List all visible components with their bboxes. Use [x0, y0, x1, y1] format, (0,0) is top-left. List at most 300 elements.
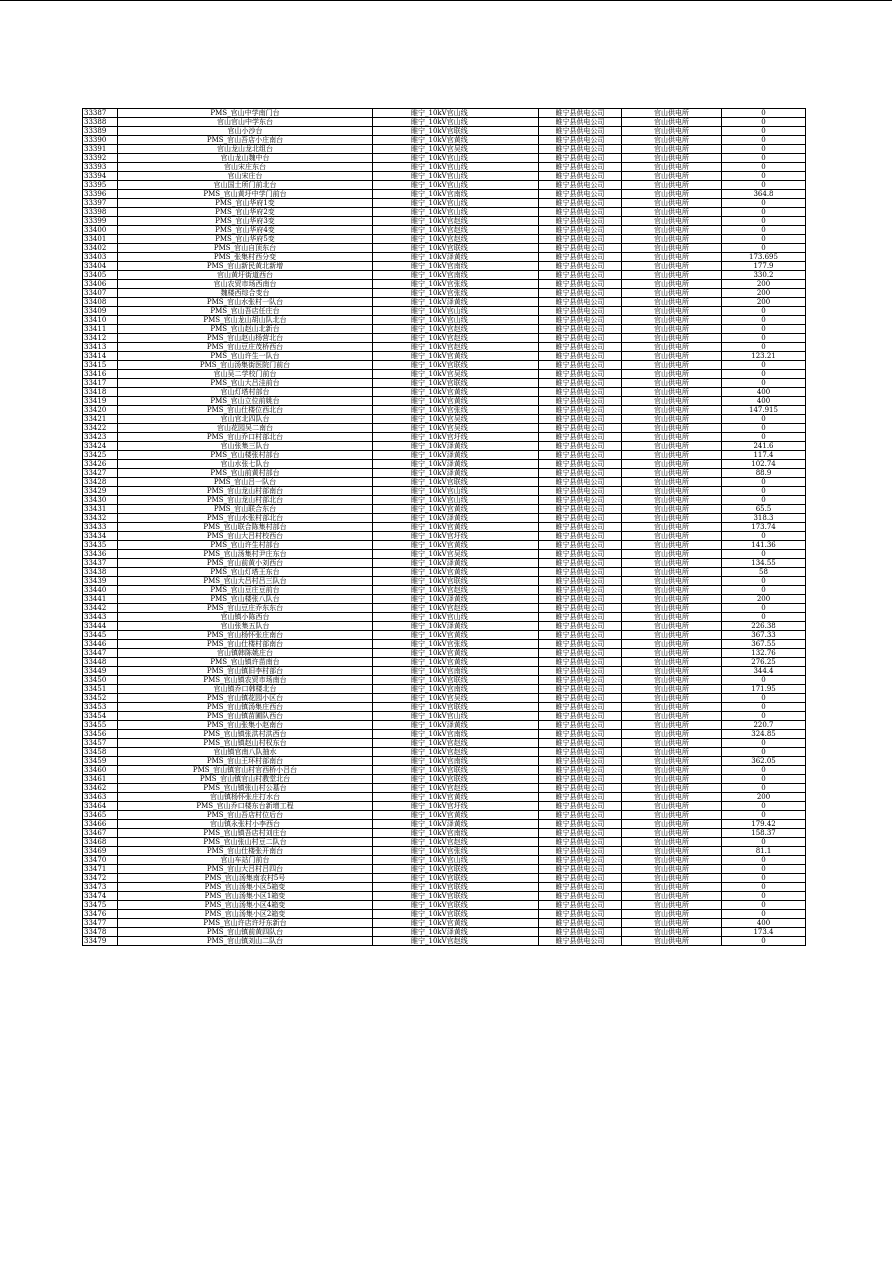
table-row — [83, 676, 806, 685]
station-name-cell: PMS_官山楼张八队台 — [118, 595, 373, 604]
company-name-cell: 睢宁县供电公司 — [539, 505, 622, 514]
station-name-cell: 官山灯塔村部台 — [118, 388, 373, 397]
department-name-cell: 官山供电所 — [622, 532, 722, 541]
row-id-cell: 33423 — [83, 433, 118, 442]
line-name-cell: 睢宁_10kV官赵线 — [373, 784, 539, 793]
station-name-cell: PMS_官山豆庄乔东东台 — [118, 604, 373, 613]
department-name-cell: 官山供电所 — [622, 397, 722, 406]
row-id-cell: 33404 — [83, 262, 118, 271]
company-name-cell: 睢宁县供电公司 — [539, 748, 622, 757]
capacity-value-cell: 0 — [722, 496, 806, 505]
department-name-cell: 官山供电所 — [622, 622, 722, 631]
department-name-cell: 官山供电所 — [622, 505, 722, 514]
capacity-value-cell: 0 — [722, 766, 806, 775]
row-id-cell: 33472 — [83, 874, 118, 883]
capacity-value-cell: 0 — [722, 163, 806, 172]
table-row — [83, 352, 806, 361]
row-id-cell: 33418 — [83, 388, 118, 397]
line-name-cell: 睢宁_10kV官赵线 — [373, 334, 539, 343]
line-name-cell: 睢宁_10kV官黄线 — [373, 631, 539, 640]
row-id-cell: 33445 — [83, 631, 118, 640]
company-name-cell: 睢宁县供电公司 — [539, 451, 622, 460]
line-name-cell: 睢宁_10kV官赵线 — [373, 748, 539, 757]
line-name-cell: 睢宁_10kV官黄线 — [373, 568, 539, 577]
row-id-cell: 33468 — [83, 838, 118, 847]
line-name-cell: 睢宁_10kV官赵线 — [373, 937, 539, 946]
line-name-cell: 睢宁_10kV官黄线 — [373, 541, 539, 550]
station-name-cell: 官山官北四队台 — [118, 415, 373, 424]
table-row — [83, 469, 806, 478]
company-name-cell: 睢宁县供电公司 — [539, 298, 622, 307]
line-name-cell: 睢宁_10kV官联线 — [373, 127, 539, 136]
line-name-cell: 睢宁_10kV泽黄线 — [373, 721, 539, 730]
row-id-cell: 33437 — [83, 559, 118, 568]
station-name-cell: PMS_官山豆庄茂桥西台 — [118, 343, 373, 352]
line-name-cell: 睢宁_10kV官黄线 — [373, 388, 539, 397]
station-name-cell: 官山龙山龙北组台 — [118, 145, 373, 154]
department-name-cell: 官山供电所 — [622, 181, 722, 190]
department-name-cell: 官山供电所 — [622, 775, 722, 784]
company-name-cell: 睢宁县供电公司 — [539, 523, 622, 532]
row-id-cell: 33425 — [83, 451, 118, 460]
table-row — [83, 523, 806, 532]
department-name-cell: 官山供电所 — [622, 811, 722, 820]
table-row — [83, 136, 806, 145]
department-name-cell: 官山供电所 — [622, 289, 722, 298]
station-name-cell: PMS_官山自顶东台 — [118, 244, 373, 253]
capacity-value-cell: 276.25 — [722, 658, 806, 667]
company-name-cell: 睢宁县供电公司 — [539, 667, 622, 676]
page-top-rule — [0, 0, 892, 1]
capacity-value-cell: 367.55 — [722, 640, 806, 649]
station-name-cell: PMS_官山联合陈集村部台 — [118, 523, 373, 532]
table-row — [83, 199, 806, 208]
capacity-value-cell: 0 — [722, 901, 806, 910]
line-name-cell: 睢宁_10kV官南线 — [373, 685, 539, 694]
station-name-cell: 官山官山中学东台 — [118, 118, 373, 127]
table-row — [83, 397, 806, 406]
table-row — [83, 631, 806, 640]
row-id-cell: 33444 — [83, 622, 118, 631]
row-id-cell: 33434 — [83, 532, 118, 541]
line-name-cell: 睢宁_10kV官赵线 — [373, 226, 539, 235]
capacity-value-cell: 226.38 — [722, 622, 806, 631]
company-name-cell: 睢宁县供电公司 — [539, 226, 622, 235]
table-row — [83, 460, 806, 469]
line-name-cell: 睢宁_10kV官山线 — [373, 487, 539, 496]
table-row — [83, 415, 806, 424]
station-name-cell: 官山龙山魏中台 — [118, 154, 373, 163]
row-id-cell: 33410 — [83, 316, 118, 325]
department-name-cell: 官山供电所 — [622, 208, 722, 217]
line-name-cell: 睢宁_10kV官吴线 — [373, 550, 539, 559]
table-row — [83, 919, 806, 928]
capacity-value-cell: 0 — [722, 334, 806, 343]
department-name-cell: 官山供电所 — [622, 793, 722, 802]
company-name-cell: 睢宁县供电公司 — [539, 253, 622, 262]
capacity-value-cell: 200 — [722, 280, 806, 289]
row-id-cell: 33475 — [83, 901, 118, 910]
row-id-cell: 33469 — [83, 847, 118, 856]
line-name-cell: 睢宁_10kV官南线 — [373, 190, 539, 199]
capacity-value-cell: 0 — [722, 937, 806, 946]
table-row — [83, 325, 806, 334]
station-name-cell: 官山黄圩街道西台 — [118, 271, 373, 280]
station-name-cell: 官山镇永张村小李西台 — [118, 820, 373, 829]
table-row — [83, 388, 806, 397]
row-id-cell: 33403 — [83, 253, 118, 262]
row-id-cell: 33432 — [83, 514, 118, 523]
line-name-cell: 睢宁_10kV官吴线 — [373, 415, 539, 424]
table-row — [83, 595, 806, 604]
table-row — [83, 775, 806, 784]
station-name-cell: PMS_官山吾店任庄台 — [118, 307, 373, 316]
company-name-cell: 睢宁县供电公司 — [539, 829, 622, 838]
station-name-cell: PMS_官山镇官山村教堂北台 — [118, 775, 373, 784]
line-name-cell: 睢宁_10kV官吴线 — [373, 370, 539, 379]
company-name-cell: 睢宁县供电公司 — [539, 496, 622, 505]
table-row — [83, 874, 806, 883]
table-row — [83, 280, 806, 289]
row-id-cell: 33412 — [83, 334, 118, 343]
department-name-cell: 官山供电所 — [622, 217, 722, 226]
company-name-cell: 睢宁县供电公司 — [539, 127, 622, 136]
company-name-cell: 睢宁县供电公司 — [539, 487, 622, 496]
row-id-cell: 33406 — [83, 280, 118, 289]
company-name-cell: 睢宁县供电公司 — [539, 613, 622, 622]
station-name-cell: PMS_官山吾店村位后台 — [118, 811, 373, 820]
department-name-cell: 官山供电所 — [622, 235, 722, 244]
capacity-value-cell: 0 — [722, 136, 806, 145]
capacity-value-cell: 0 — [722, 532, 806, 541]
company-name-cell: 睢宁县供电公司 — [539, 379, 622, 388]
capacity-value-cell: 0 — [722, 316, 806, 325]
company-name-cell: 睢宁县供电公司 — [539, 793, 622, 802]
station-name-cell: PMS_官山龙山胡山队北台 — [118, 316, 373, 325]
capacity-value-cell: 0 — [722, 154, 806, 163]
department-name-cell: 官山供电所 — [622, 469, 722, 478]
table-row — [83, 370, 806, 379]
line-name-cell: 睢宁_10kV官圩线 — [373, 532, 539, 541]
company-name-cell: 睢宁县供电公司 — [539, 325, 622, 334]
department-name-cell: 官山供电所 — [622, 172, 722, 181]
capacity-value-cell: 0 — [722, 586, 806, 595]
department-name-cell: 官山供电所 — [622, 901, 722, 910]
capacity-value-cell: 241.6 — [722, 442, 806, 451]
department-name-cell: 官山供电所 — [622, 109, 722, 118]
company-name-cell: 睢宁县供电公司 — [539, 721, 622, 730]
department-name-cell: 官山供电所 — [622, 676, 722, 685]
row-id-cell: 33393 — [83, 163, 118, 172]
department-name-cell: 官山供电所 — [622, 613, 722, 622]
department-name-cell: 官山供电所 — [622, 658, 722, 667]
row-id-cell: 33462 — [83, 784, 118, 793]
station-name-cell: PMS_官山乔口村部北台 — [118, 433, 373, 442]
row-id-cell: 33411 — [83, 325, 118, 334]
row-id-cell: 33426 — [83, 460, 118, 469]
table-row — [83, 739, 806, 748]
line-name-cell: 睢宁_10kV官吴线 — [373, 145, 539, 154]
station-name-cell: PMS_官山立位前姚台 — [118, 397, 373, 406]
table-row — [83, 541, 806, 550]
line-name-cell: 睢宁_10kV官赵线 — [373, 325, 539, 334]
table-row — [83, 343, 806, 352]
line-name-cell: 睢宁_10kV泽黄线 — [373, 514, 539, 523]
company-name-cell: 睢宁县供电公司 — [539, 352, 622, 361]
station-name-cell: PMS_官山镇张山村公墓台 — [118, 784, 373, 793]
company-name-cell: 睢宁县供电公司 — [539, 640, 622, 649]
station-name-cell: PMS_官山镇农贸市场南台 — [118, 676, 373, 685]
line-name-cell: 睢宁_10kV泽黄线 — [373, 298, 539, 307]
department-name-cell: 官山供电所 — [622, 802, 722, 811]
line-name-cell: 睢宁_10kV官山线 — [373, 181, 539, 190]
station-name-cell: PMS_官山镇刘山二队台 — [118, 937, 373, 946]
row-id-cell: 33451 — [83, 685, 118, 694]
company-name-cell: 睢宁县供电公司 — [539, 244, 622, 253]
company-name-cell: 睢宁县供电公司 — [539, 874, 622, 883]
station-name-cell: 官山张集五队台 — [118, 622, 373, 631]
table-row — [83, 271, 806, 280]
station-name-cell: PMS_官山镇官山村官西桥小吕台 — [118, 766, 373, 775]
company-name-cell: 睢宁县供电公司 — [539, 865, 622, 874]
capacity-value-cell: 147.915 — [722, 406, 806, 415]
table-row — [83, 757, 806, 766]
line-name-cell: 睢宁_10kV官联线 — [373, 874, 539, 883]
company-name-cell: 睢宁县供电公司 — [539, 271, 622, 280]
station-name-cell: PMS_官山大吕洼前台 — [118, 379, 373, 388]
row-id-cell: 33446 — [83, 640, 118, 649]
line-name-cell: 睢宁_10kV官南线 — [373, 829, 539, 838]
station-name-cell: PMS_官山前黄村部台 — [118, 469, 373, 478]
row-id-cell: 33407 — [83, 289, 118, 298]
station-name-cell: PMS_官山汤集南农村5号 — [118, 874, 373, 883]
table-row — [83, 361, 806, 370]
line-name-cell: 睢宁_10kV官赵线 — [373, 739, 539, 748]
line-name-cell: 睢宁_10kV官联线 — [373, 883, 539, 892]
department-name-cell: 官山供电所 — [622, 370, 722, 379]
department-name-cell: 官山供电所 — [622, 739, 722, 748]
department-name-cell: 官山供电所 — [622, 379, 722, 388]
row-id-cell: 33405 — [83, 271, 118, 280]
station-name-cell: PMS_官山华府4变 — [118, 226, 373, 235]
table-row — [83, 883, 806, 892]
department-name-cell: 官山供电所 — [622, 325, 722, 334]
capacity-value-cell: 117.4 — [722, 451, 806, 460]
station-name-cell: 官山国土所门前北台 — [118, 181, 373, 190]
company-name-cell: 睢宁县供电公司 — [539, 550, 622, 559]
row-id-cell: 33454 — [83, 712, 118, 721]
capacity-value-cell: 0 — [722, 739, 806, 748]
station-name-cell: 官山张集三队台 — [118, 442, 373, 451]
company-name-cell: 睢宁县供电公司 — [539, 838, 622, 847]
capacity-value-cell: 173.4 — [722, 928, 806, 937]
row-id-cell: 33415 — [83, 361, 118, 370]
capacity-value-cell: 0 — [722, 172, 806, 181]
line-name-cell: 睢宁_10kV官张线 — [373, 847, 539, 856]
row-id-cell: 33463 — [83, 793, 118, 802]
capacity-value-cell: 141.36 — [722, 541, 806, 550]
line-name-cell: 睢宁_10kV官赵线 — [373, 235, 539, 244]
station-name-cell: PMS_官山镇苗圃队西台 — [118, 712, 373, 721]
table-row — [83, 559, 806, 568]
line-name-cell: 睢宁_10kV官张线 — [373, 406, 539, 415]
station-name-cell: PMS_官山张集小赵南台 — [118, 721, 373, 730]
table-row — [83, 289, 806, 298]
station-name-cell: PMS_官山新民黄北新增 — [118, 262, 373, 271]
row-id-cell: 33438 — [83, 568, 118, 577]
station-name-cell: PMS_官山汤集街医院门前台 — [118, 361, 373, 370]
row-id-cell: 33408 — [83, 298, 118, 307]
company-name-cell: 睢宁县供电公司 — [539, 658, 622, 667]
station-name-cell: PMS_官山龙山村部南台 — [118, 487, 373, 496]
company-name-cell: 睢宁县供电公司 — [539, 604, 622, 613]
capacity-value-cell: 173.74 — [722, 523, 806, 532]
table-row — [83, 163, 806, 172]
department-name-cell: 官山供电所 — [622, 694, 722, 703]
capacity-value-cell: 0 — [722, 145, 806, 154]
department-name-cell: 官山供电所 — [622, 730, 722, 739]
department-name-cell: 官山供电所 — [622, 199, 722, 208]
company-name-cell: 睢宁县供电公司 — [539, 163, 622, 172]
row-id-cell: 33461 — [83, 775, 118, 784]
table-row — [83, 253, 806, 262]
department-name-cell: 官山供电所 — [622, 685, 722, 694]
station-name-cell: PMS_官山许生一队台 — [118, 352, 373, 361]
capacity-value-cell: 0 — [722, 181, 806, 190]
company-name-cell: 睢宁县供电公司 — [539, 514, 622, 523]
station-name-cell: 官山镇小陈西台 — [118, 613, 373, 622]
company-name-cell: 睢宁县供电公司 — [539, 469, 622, 478]
department-name-cell: 官山供电所 — [622, 136, 722, 145]
capacity-value-cell: 88.9 — [722, 469, 806, 478]
station-name-cell: 官山花园吴二南台 — [118, 424, 373, 433]
capacity-value-cell: 367.33 — [722, 631, 806, 640]
line-name-cell: 睢宁_10kV官黄线 — [373, 649, 539, 658]
table-row — [83, 433, 806, 442]
department-name-cell: 官山供电所 — [622, 433, 722, 442]
capacity-value-cell: 0 — [722, 856, 806, 865]
station-name-cell: PMS_官山吕一队台 — [118, 478, 373, 487]
line-name-cell: 睢宁_10kV官山线 — [373, 208, 539, 217]
row-id-cell: 33464 — [83, 802, 118, 811]
station-name-cell: 官山镇杨怀张庄打水台 — [118, 793, 373, 802]
company-name-cell: 睢宁县供电公司 — [539, 460, 622, 469]
row-id-cell: 33466 — [83, 820, 118, 829]
row-id-cell: 33388 — [83, 118, 118, 127]
line-name-cell: 睢宁_10kV官赵线 — [373, 343, 539, 352]
capacity-value-cell: 0 — [722, 613, 806, 622]
station-name-cell: 官山镇乔口韩楼北台 — [118, 685, 373, 694]
line-name-cell: 睢宁_10kV泽黄线 — [373, 559, 539, 568]
table-row — [83, 793, 806, 802]
company-name-cell: 睢宁县供电公司 — [539, 361, 622, 370]
station-name-cell: PMS_官山前黄小刘西台 — [118, 559, 373, 568]
company-name-cell: 睢宁县供电公司 — [539, 442, 622, 451]
row-id-cell: 33478 — [83, 928, 118, 937]
line-name-cell: 睢宁_10kV官联线 — [373, 478, 539, 487]
company-name-cell: 睢宁县供电公司 — [539, 370, 622, 379]
row-id-cell: 33390 — [83, 136, 118, 145]
station-name-cell: 官山宋庄东台 — [118, 163, 373, 172]
company-name-cell: 睢宁县供电公司 — [539, 217, 622, 226]
department-name-cell: 官山供电所 — [622, 820, 722, 829]
capacity-value-cell: 134.55 — [722, 559, 806, 568]
line-name-cell: 睢宁_10kV官山线 — [373, 316, 539, 325]
department-name-cell: 官山供电所 — [622, 190, 722, 199]
row-id-cell: 33416 — [83, 370, 118, 379]
capacity-value-cell: 0 — [722, 550, 806, 559]
line-name-cell: 睢宁_10kV官山线 — [373, 856, 539, 865]
department-name-cell: 官山供电所 — [622, 937, 722, 946]
department-name-cell: 官山供电所 — [622, 541, 722, 550]
capacity-value-cell: 0 — [722, 784, 806, 793]
station-name-cell: PMS_官山赵山北新台 — [118, 325, 373, 334]
company-name-cell: 睢宁县供电公司 — [539, 676, 622, 685]
department-name-cell: 官山供电所 — [622, 523, 722, 532]
table-row — [83, 802, 806, 811]
row-id-cell: 33401 — [83, 235, 118, 244]
department-name-cell: 官山供电所 — [622, 703, 722, 712]
station-name-cell: PMS_官山大吕村吕四台 — [118, 865, 373, 874]
table-row — [83, 307, 806, 316]
company-name-cell: 睢宁县供电公司 — [539, 910, 622, 919]
row-id-cell: 33474 — [83, 892, 118, 901]
department-name-cell: 官山供电所 — [622, 226, 722, 235]
station-name-cell: PMS_官山许生村部台 — [118, 541, 373, 550]
department-name-cell: 官山供电所 — [622, 631, 722, 640]
department-name-cell: 官山供电所 — [622, 307, 722, 316]
capacity-value-cell: 177.9 — [722, 262, 806, 271]
company-name-cell: 睢宁县供电公司 — [539, 433, 622, 442]
line-name-cell: 睢宁_10kV官联线 — [373, 910, 539, 919]
department-name-cell: 官山供电所 — [622, 856, 722, 865]
table-row — [83, 865, 806, 874]
department-name-cell: 官山供电所 — [622, 415, 722, 424]
station-name-cell: PMS_张集村西分变 — [118, 253, 373, 262]
table-row — [83, 217, 806, 226]
capacity-value-cell: 220.7 — [722, 721, 806, 730]
company-name-cell: 睢宁县供电公司 — [539, 415, 622, 424]
company-name-cell: 睢宁县供电公司 — [539, 478, 622, 487]
table-row — [83, 487, 806, 496]
line-name-cell: 睢宁_10kV官联线 — [373, 361, 539, 370]
table-row — [83, 910, 806, 919]
row-id-cell: 33473 — [83, 883, 118, 892]
row-id-cell: 33397 — [83, 199, 118, 208]
company-name-cell: 睢宁县供电公司 — [539, 892, 622, 901]
capacity-value-cell: 158.37 — [722, 829, 806, 838]
capacity-value-cell: 400 — [722, 919, 806, 928]
department-name-cell: 官山供电所 — [622, 559, 722, 568]
capacity-value-cell: 0 — [722, 127, 806, 136]
company-name-cell: 睢宁县供电公司 — [539, 208, 622, 217]
table-row — [83, 811, 806, 820]
station-name-cell: PMS_官山汤集小区1箱变 — [118, 892, 373, 901]
line-name-cell: 睢宁_10kV泽黄线 — [373, 451, 539, 460]
table-row — [83, 298, 806, 307]
row-id-cell: 33414 — [83, 352, 118, 361]
data-table — [82, 108, 806, 946]
line-name-cell: 睢宁_10kV官联线 — [373, 766, 539, 775]
department-name-cell: 官山供电所 — [622, 928, 722, 937]
company-name-cell: 睢宁县供电公司 — [539, 190, 622, 199]
station-name-cell: 官山车站门前台 — [118, 856, 373, 865]
capacity-value-cell: 58 — [722, 568, 806, 577]
capacity-value-cell: 0 — [722, 577, 806, 586]
station-name-cell: PMS_官山张山村豆二队台 — [118, 838, 373, 847]
table-row — [83, 568, 806, 577]
row-id-cell: 33440 — [83, 586, 118, 595]
